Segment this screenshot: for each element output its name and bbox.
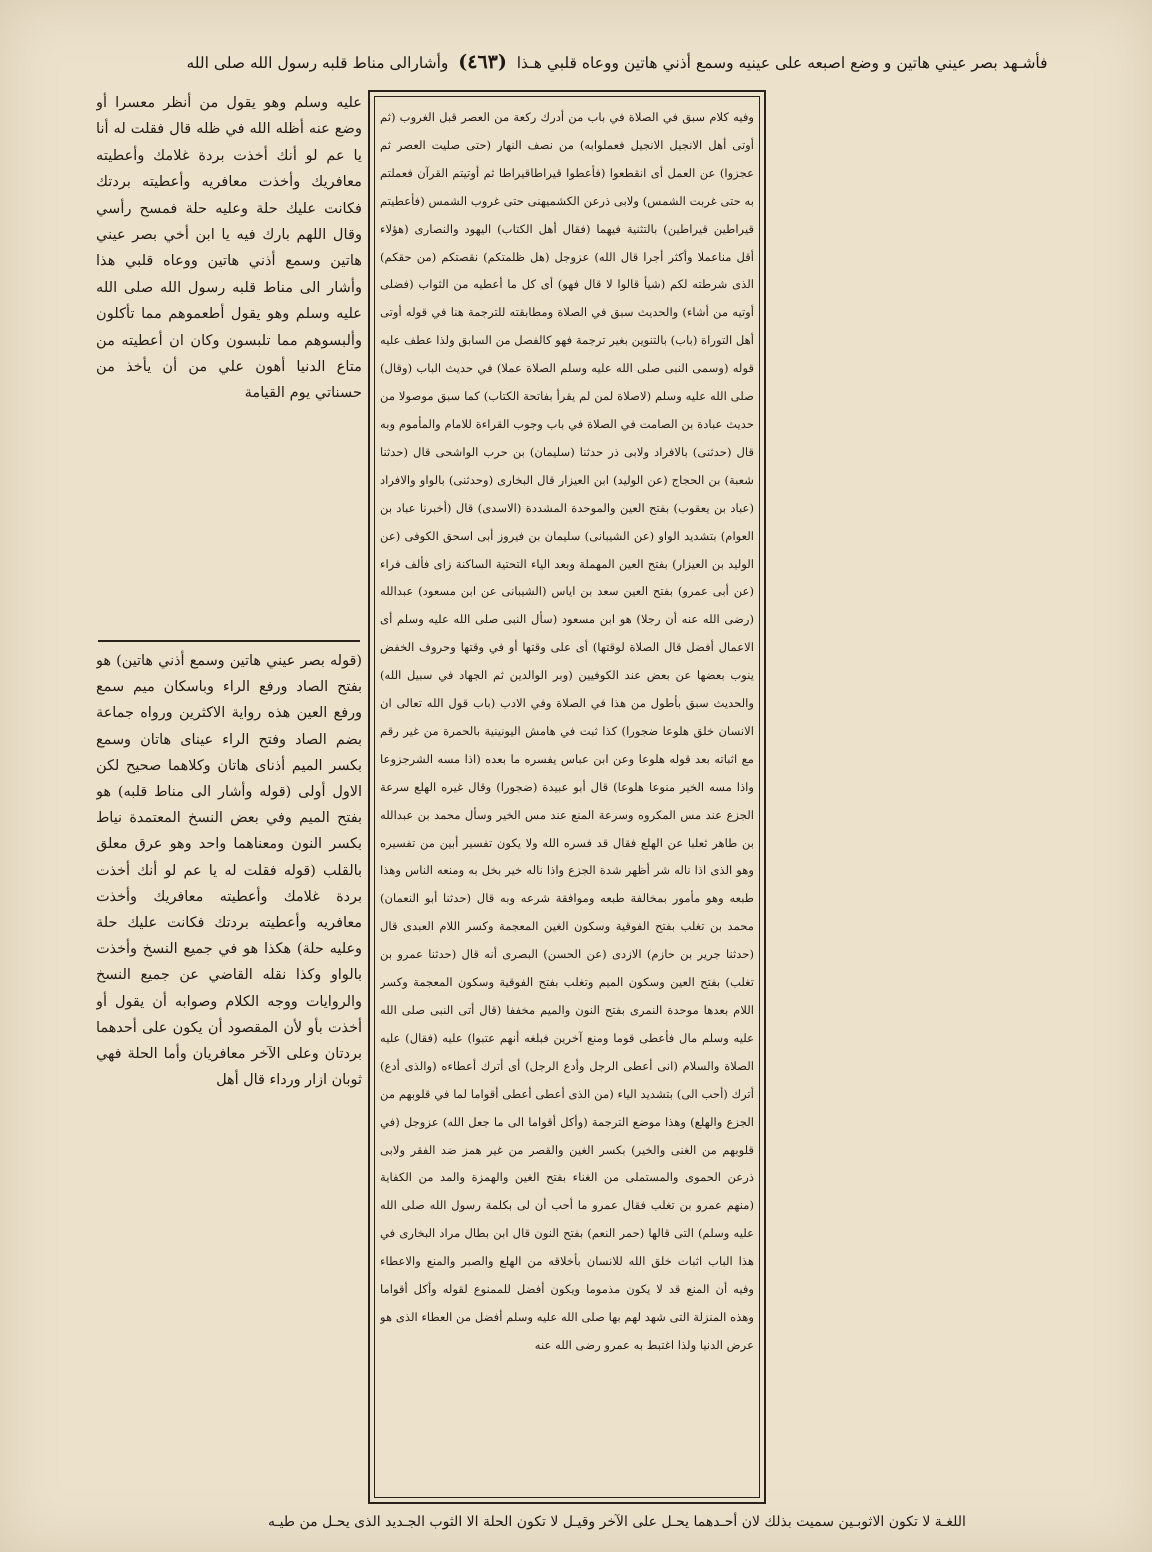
margin-notes-text: (قوله بصر عيني هاتين وسمع أذني هاتين) هو بفتح الصاد ورفع الراء وباسكان ميم سمع ورفع العين هذه رواية الاكثرين ورواه جماعة بضم الصاد وفتح الراء عيناى هاتان وسمع بكسر الميم أذناى هاتان وكلاهما صحيح لكن الاول أولى (قوله وأشار الى مناط قلبه) هو بفتح الميم وفي بعض النسخ المعتمدة نياط بكسر النون ومعناهما واحد وهو عرق معلق بالقلب (قوله فقلت له يا عم لو أنك أخذت بردة غلامك وأعطيته معافريك وأخذت معافريه وأعطيته بردتك فكانت عليك حلة وعليه حلة) هكذا هو في جميع النسخ وأخذت بالواو وكذا نقله القاضي عن جميع النسخ والروايات ووجه الكلام وصوابه أن يقول أو أخذت بأو لأن المقصود أن يكون على أحدهما بردتان وعلى الآخر معافريان وأما الحلة فهي ثوبان ازار ورداء قال أهل <box>96 653 362 1089</box>
margin-divider <box>98 640 360 642</box>
page-footer: اللغـة لا تكون الاثوبـين سميت بذلك لان أحـدهما يحـل على الآخر وقيـل لا تكون الحلة الا الثوب الجـديد الذى يحـل من طيـه <box>268 1514 966 1530</box>
page-number: (٤٦٣) <box>458 51 507 73</box>
margin-hadith-text: عليه وسلم وهو يقول من أنظر معسرا أو وضع عنه أظله الله في ظله قال فقلت له أنا يا عم لو أنك أخذت بردة غلامك وأعطيته معافريك وأخذت معافريه وأعطيته بردتك فكانت عليك حلة وعليه حلة فمسح رأسي وقال اللهم بارك فيه يا ابن أخي بصر عيني هاتين وسمع أذني هاتين ووعاه قلبي هذا وأشار الى مناط قلبه رسول الله صلى الله عليه وسلم وهو يقول أطعموهم مما تأكلون وألبسوهم مما تلبسون وكان ان أعطيته من متاع الدنيا أهون علي من أن يأخذ من حسناتي يوم القيامة <box>96 94 362 402</box>
main-commentary-text: وفيه كلام سبق في الصلاة في باب من أدرك ركعة من العصر قبل الغروب (ثم أوتى أهل الانجيل الانجيل فعملوابه) من نصف النهار (حتى صليت العصر ثم عجزوا) عن العمل أى انقطعوا (فأعطوا قيراطاقيراطا ثم أوتيتم القرآن فعملتم به حتى غربت الشمس) ولابى ذرعن الكشميهنى حتى غروب الشمس (فأعطيتم قيراطين قيراطين) بالتثنية فيهما (فقال أهل الكتاب) اليهود والنصارى (هؤلاء أقل مناعملا وأكثر أجرا قال الله) عزوجل (هل ظلمتكم) نقصتكم (من حقكم) الذى شرطته لكم (شيأ قالوا لا قال فهو) أى كل ما أعطيه من الثواب (فضلى أوتيه من أشاء) والحديث سبق في الصلاة ومطابقته للترجمة هنا في قوله أوتى أهل التوراة (باب) بالتنوين بغير ترجمة فهو كالفصل من السابق ولذا عطف عليه قوله (وسمى النبى صلى الله عليه وسلم الصلاة عملا) في حديث الباب (وقال) صلى الله عليه وسلم (لاصلاة لمن لم يقرأ بفاتحة الكتاب) كما سبق موصولا من حديث عبادة بن الصامت في الصلاة في باب وجوب القراءة للامام والمأموم وبه قال (حدثنى) بالافراد ولابى ذر حدثنا (سليمان) بن حرب الواشحى قال (حدثنا شعبة) بن الحجاج (عن الوليد) ابن العيزار قال البخارى (وحدثنى) بالواو والافراد (عباد بن يعقوب) بفتح العين والموحدة المشددة (الاسدى) قال (أخبرنا عباد بن العوام) بتشديد الواو (عن الشيبانى) سليمان بن فيروز أبى اسحق الكوفى (عن الوليد بن العيزار) بفتح العين المهملة وبعد الياء التحتية الساكنة زاى فألف فراء (عن أبى عمرو) بفتح العين سعد بن اياس (الشيبانى عن ابن مسعود) عبدالله (رضى الله عنه أن رجلا) هو ابن مسعود (سأل النبى صلى الله عليه وسلم أى الاعمال أفضل قال الصلاة لوقتها) أى على وقتها أو في وقتها وحروف الخفض ينوب بعضها عن بعض عند الكوفيين (وبر الوالدين ثم الجهاد في سبيل الله) والحديث سبق بأطول من هذا في الصلاة وفي الادب (باب قول الله تعالى ان الانسان خلق هلوعا ضجورا) كذا ثبت في هامش اليونينية بالحمرة من غير رقم مع اثباته بعد قوله هلوعا وعن ابن عباس يفسره ما بعده (اذا مسه الشرجزوعا واذا مسه الخير منوعا هلوعا) قال أبو عبيدة (ضجورا) وقال غيره الهلع سرعة الجزع عند مس المكروه وسرعة المنع عند مس الخير وسأل محمد بن عبدالله بن طاهر ثعلبا عن الهلع فقال قد فسره الله ولا يكون تفسير أبين من تفسيره وهو الذى اذا ناله شر أظهر شدة الجزع واذا ناله خير بخل به ومنعه الناس وهذا طبعه وهو مأمور بمخالفة طبعه وموافقة شرعه وبه قال (حدثنا أبو النعمان) محمد بن تغلب بفتح الفوقية وسكون الغين المعجمة وكسر اللام العبدى قال (حدثنا جرير بن حازم) الازدى (عن الحسن) البصرى أنه قال (حدثنا عمرو بن تغلب) بفتح العين وسكون الميم وتغلب بفتح الفوقية وسكون المعجمة وكسر اللام بعدها موحدة النمرى بفتح النون والميم مخففا (قال أتى النبى صلى الله عليه وسلم مال فأعطى قوما ومنع آخرين فبلغه أنهم عتبوا) عليه (فقال) عليه الصلاة والسلام (انى أعطى الرجل وأدع الرجل) أى أترك أعطاءه (والذى أدع) أترك (أحب الى) بتشديد الياء (من الذى أعطى أعطى أقواما لما في قلوبهم من الجزع والهلع) وهذا موضع الترجمة (وأكل أقواما الى ما جعل الله) عزوجل (في قلوبهم من الغنى والخير) بكسر الغين والقصر من غير همز ضد الفقر ولابى ذرعن الحموى والمستملى من الغناء بفتح الغين والهمزة والمد من الكفاية (منهم عمرو بن تغلب فقال عمرو ما أحب أن لى بكلمة رسول الله صلى الله عليه وسلم) التى قالها (حمر النعم) بفتح النون قال ابن بطال مراد البخارى في هذا الباب اثبات خلق الله للانسان بأخلاقه من الهلع والصبر والمنع والاعطاء وفيه أن المنع قد لا يكون مذموما ويكون أفضل للممنوع لقوله وأكل أقواما وهذه المنزلة التى شهد لهم بها صلى الله عليه وسلم أفضل من العطاء الذى هو عرض الدنيا ولذا اغتبط به عمرو رضى الله عنه <box>380 110 754 1352</box>
page-header <box>92 42 1142 82</box>
header-text-right: فأشـهد بصر عيني هاتين و وضع اصبعه على عينيه وسمع أذني هاتين ووعاه قلبي هـذا <box>516 54 1048 72</box>
header-text-left: وأشارالى مناط قلبه رسول الله صلى الله <box>186 54 449 72</box>
